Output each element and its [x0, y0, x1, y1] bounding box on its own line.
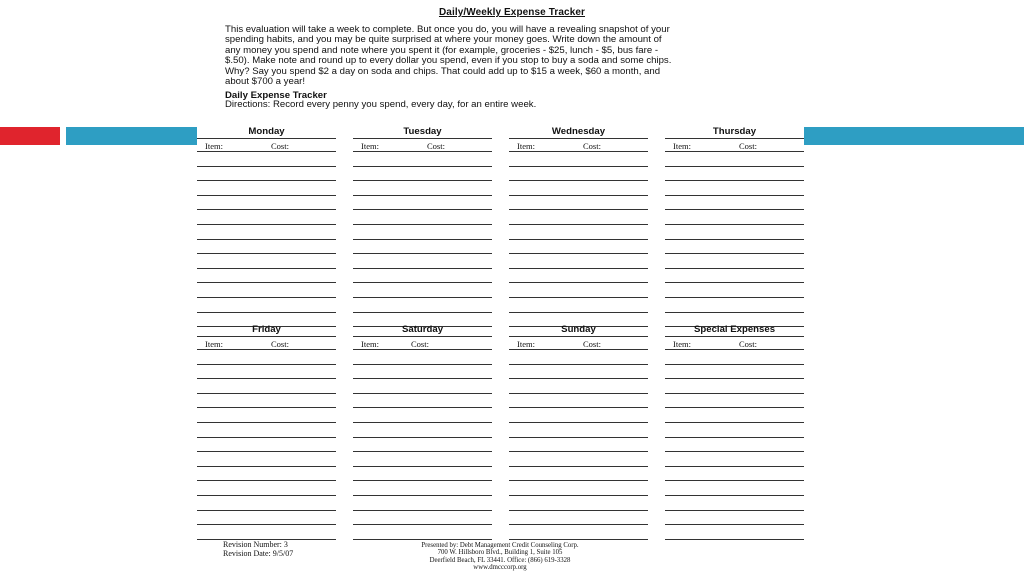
entry-line[interactable] — [197, 452, 336, 467]
entry-line[interactable] — [197, 438, 336, 453]
entry-line[interactable] — [197, 254, 336, 269]
item-label: Item: — [673, 141, 691, 151]
entry-line[interactable] — [509, 423, 648, 438]
item-label: Item: — [205, 141, 223, 151]
entry-line[interactable] — [509, 511, 648, 526]
entry-line[interactable] — [665, 196, 804, 211]
entry-line[interactable] — [509, 525, 648, 540]
column-header — [509, 337, 648, 350]
cost-label: Cost: — [583, 339, 601, 349]
entry-lines[interactable] — [197, 350, 336, 540]
day-heading: Wednesday — [509, 127, 648, 139]
entry-line[interactable] — [665, 240, 804, 255]
entry-line[interactable] — [665, 452, 804, 467]
day-heading: Special Expenses — [665, 325, 804, 337]
column-sunday — [509, 325, 648, 540]
accent-bar-blue-left — [66, 127, 197, 145]
entry-line[interactable] — [197, 481, 336, 496]
cost-label: Cost: — [427, 141, 445, 151]
entry-line[interactable] — [509, 152, 648, 167]
intro-paragraph — [225, 25, 785, 87]
entry-line[interactable] — [197, 298, 336, 313]
entry-line[interactable] — [509, 452, 648, 467]
revision-number: Revision Number: 3 — [223, 540, 288, 549]
column-monday — [197, 127, 336, 327]
cost-label: Cost: — [739, 339, 757, 349]
entry-line[interactable] — [509, 269, 648, 284]
entry-line[interactable] — [509, 181, 648, 196]
entry-line[interactable] — [509, 438, 648, 453]
day-heading: Monday — [197, 127, 336, 139]
column-wednesday — [509, 127, 648, 327]
entry-line[interactable] — [665, 167, 804, 182]
entry-line[interactable] — [353, 350, 492, 365]
column-friday — [197, 325, 336, 540]
entry-line[interactable] — [197, 350, 336, 365]
entry-line[interactable] — [353, 210, 492, 225]
day-heading: Tuesday — [353, 127, 492, 139]
accent-bar-red — [0, 127, 60, 145]
column-header — [353, 139, 492, 152]
entry-line[interactable] — [665, 298, 804, 313]
intro-line: about $700 a year! — [225, 76, 306, 88]
entry-line[interactable] — [353, 438, 492, 453]
entry-line[interactable] — [353, 181, 492, 196]
entry-lines[interactable] — [509, 350, 648, 540]
entry-line[interactable] — [353, 408, 492, 423]
entry-line[interactable] — [665, 408, 804, 423]
entry-line[interactable] — [353, 240, 492, 255]
entry-line[interactable] — [197, 496, 336, 511]
entry-line[interactable] — [509, 240, 648, 255]
intro-line: $.50). Make note and round up to every dollar you spend, even if you stop to buy a soda and some chips. — [225, 55, 672, 67]
entry-line[interactable] — [353, 467, 492, 482]
entry-line[interactable] — [665, 423, 804, 438]
accent-bar-blue-right — [804, 127, 1024, 145]
entry-line[interactable] — [509, 365, 648, 380]
entry-line[interactable] — [353, 379, 492, 394]
entry-line[interactable] — [353, 254, 492, 269]
entry-line[interactable] — [665, 525, 804, 540]
presented-by: Presented by: Debt Management Credit Counseling Corp. — [421, 542, 579, 549]
document-title: Daily/Weekly Expense Tracker — [438, 7, 586, 18]
entry-line[interactable] — [509, 254, 648, 269]
entry-line[interactable] — [665, 225, 804, 240]
website: www.dmcccorp.org — [473, 564, 527, 572]
entry-line[interactable] — [665, 152, 804, 167]
entry-line[interactable] — [353, 225, 492, 240]
entry-line[interactable] — [665, 365, 804, 380]
entry-line[interactable] — [509, 467, 648, 482]
entry-line[interactable] — [665, 438, 804, 453]
intro-line: This evaluation will take a week to complete. But once you do, you will have a revealing snapshot of your — [225, 24, 670, 35]
entry-line[interactable] — [353, 365, 492, 380]
cost-label: Cost: — [583, 141, 601, 151]
cost-label: Cost: — [739, 141, 757, 151]
entry-line[interactable] — [665, 269, 804, 284]
entry-line[interactable] — [509, 394, 648, 409]
day-heading: Friday — [197, 325, 336, 337]
entry-line[interactable] — [197, 196, 336, 211]
entry-lines[interactable] — [509, 152, 648, 327]
column-header — [353, 337, 492, 350]
intro-line: any money you spend and note where you spent it (for example, groceries - $25, lunch - $5, bus fare - — [225, 44, 659, 56]
entry-line[interactable] — [353, 196, 492, 211]
entry-line[interactable] — [665, 481, 804, 496]
cost-label: Cost: — [271, 141, 289, 151]
entry-lines[interactable] — [353, 152, 492, 327]
entry-line[interactable] — [197, 210, 336, 225]
entry-line[interactable] — [665, 467, 804, 482]
day-heading: Thursday — [665, 127, 804, 139]
column-special-expenses — [665, 325, 804, 540]
intro-line: spending habits, and you may be quite surprised at where your money goes. Write down the amount of — [225, 34, 662, 46]
item-label: Item: — [361, 141, 379, 151]
entry-line[interactable] — [665, 496, 804, 511]
entry-line[interactable] — [197, 408, 336, 423]
entry-line[interactable] — [197, 269, 336, 284]
column-header — [665, 139, 804, 152]
entry-line[interactable] — [509, 225, 648, 240]
entry-line[interactable] — [197, 240, 336, 255]
item-label: Item: — [517, 339, 535, 349]
entry-line[interactable] — [509, 210, 648, 225]
entry-line[interactable] — [353, 481, 492, 496]
entry-line[interactable] — [353, 167, 492, 182]
cost-label: Cost: — [411, 339, 429, 349]
address-line-2: Deerfield Beach, FL 33441. Office: (866) 619-3328 — [429, 556, 571, 564]
entry-line[interactable] — [509, 298, 648, 313]
intro-line: Why? Say you spend $2 a day on soda and chips. That could add up to $15 a week, $60 a month, and — [225, 65, 661, 77]
entry-line[interactable] — [353, 152, 492, 167]
entry-line[interactable] — [509, 283, 648, 298]
entry-line[interactable] — [665, 283, 804, 298]
entry-lines[interactable] — [353, 350, 492, 540]
entry-line[interactable] — [197, 423, 336, 438]
address-line-1: 700 W. Hillsboro Blvd., Building 1, Suite 105 — [437, 549, 563, 557]
day-heading: Sunday — [509, 325, 648, 337]
entry-line[interactable] — [197, 181, 336, 196]
presenter-info — [380, 542, 620, 572]
entry-line[interactable] — [197, 394, 336, 409]
entry-lines[interactable] — [197, 152, 336, 327]
entry-line[interactable] — [353, 525, 492, 540]
entry-line[interactable] — [197, 167, 336, 182]
entry-line[interactable] — [665, 350, 804, 365]
entry-line[interactable] — [665, 181, 804, 196]
entry-line[interactable] — [665, 379, 804, 394]
entry-line[interactable] — [353, 269, 492, 284]
revision-info — [223, 540, 293, 558]
entry-line[interactable] — [665, 210, 804, 225]
item-label: Item: — [205, 339, 223, 349]
column-thursday — [665, 127, 804, 327]
column-header — [197, 139, 336, 152]
entry-line[interactable] — [509, 350, 648, 365]
entry-line[interactable] — [353, 423, 492, 438]
cost-label: Cost: — [271, 339, 289, 349]
column-saturday — [353, 325, 492, 540]
entry-line[interactable] — [197, 283, 336, 298]
item-label: Item: — [673, 339, 691, 349]
entry-lines[interactable] — [665, 350, 804, 540]
entry-line[interactable] — [353, 394, 492, 409]
entry-line[interactable] — [353, 298, 492, 313]
column-header — [665, 337, 804, 350]
entry-lines[interactable] — [665, 152, 804, 327]
entry-line[interactable] — [509, 196, 648, 211]
item-label: Item: — [361, 339, 379, 349]
entry-line[interactable] — [353, 511, 492, 526]
entry-line[interactable] — [197, 225, 336, 240]
entry-line[interactable] — [197, 511, 336, 526]
entry-line[interactable] — [509, 379, 648, 394]
directions-text: Directions: Record every penny you spend, every day, for an entire week. — [225, 99, 537, 110]
revision-date: Revision Date: 9/5/07 — [223, 549, 294, 558]
entry-line[interactable] — [353, 496, 492, 511]
entry-line[interactable] — [197, 379, 336, 394]
column-tuesday — [353, 127, 492, 327]
entry-line[interactable] — [197, 525, 336, 540]
day-heading: Saturday — [353, 325, 492, 337]
entry-line[interactable] — [665, 394, 804, 409]
entry-line[interactable] — [509, 408, 648, 423]
item-label: Item: — [517, 141, 535, 151]
column-header — [509, 139, 648, 152]
entry-line[interactable] — [665, 511, 804, 526]
tracker-subheading: Daily Expense Tracker — [225, 90, 327, 101]
entry-line[interactable] — [197, 152, 336, 167]
entry-line[interactable] — [509, 496, 648, 511]
column-header — [197, 337, 336, 350]
entry-line[interactable] — [197, 365, 336, 380]
entry-line[interactable] — [353, 283, 492, 298]
entry-line[interactable] — [665, 254, 804, 269]
entry-line[interactable] — [353, 452, 492, 467]
entry-line[interactable] — [197, 467, 336, 482]
entry-line[interactable] — [509, 481, 648, 496]
entry-line[interactable] — [509, 167, 648, 182]
